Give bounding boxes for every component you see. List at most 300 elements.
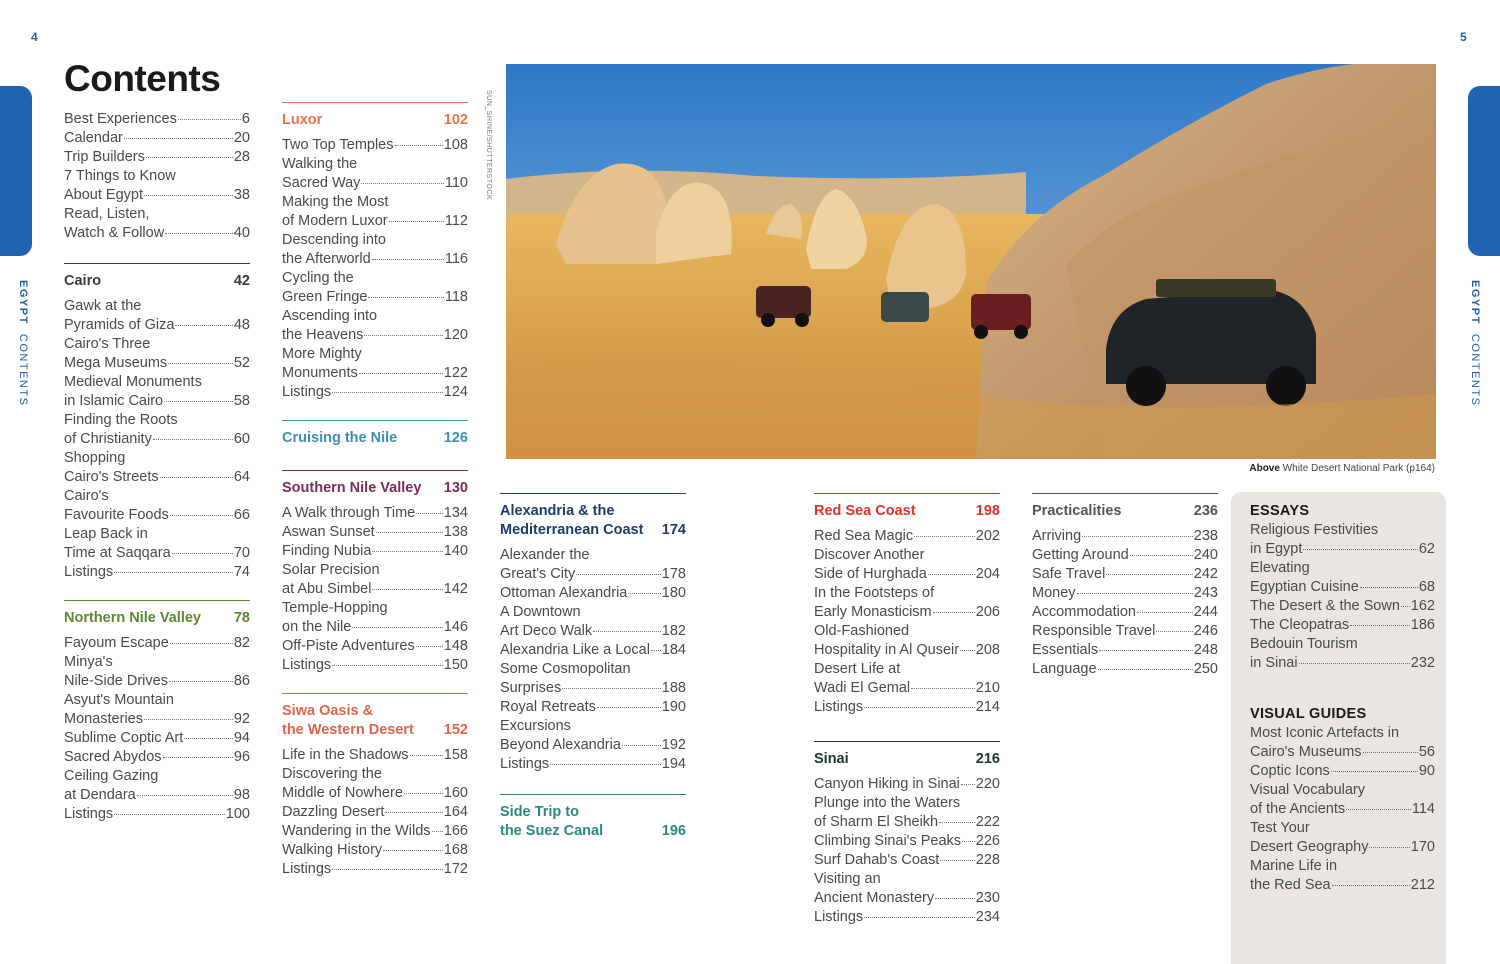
section-name: Alexandria & the Mediterranean Coast [500,503,644,538]
toc-entry-page: 158 [443,747,468,763]
toc-entry-page: 238 [1193,528,1218,544]
toc-entry[interactable] [814,679,1000,698]
toc-entry[interactable] [282,364,468,383]
toc-entry[interactable] [1032,565,1218,584]
toc-entry[interactable] [1032,546,1218,565]
toc-entry-line: Plunge into the Waters [814,795,961,811]
toc-section-practicalities[interactable] [1032,493,1218,679]
toc-entry-page: 40 [233,225,250,241]
toc-entry[interactable] [500,698,686,717]
toc-entry-line: Asyut's Mountain [64,692,174,708]
dot-leader [416,646,443,647]
toc-entry[interactable] [282,580,468,599]
toc-entry-page: 96 [233,749,250,765]
toc-entry[interactable] [1250,838,1435,857]
toc-entry-line: Excursions [500,718,571,734]
toc-entry[interactable] [282,803,468,822]
dot-leader [1106,574,1192,575]
toc-section-northern-nile-valley[interactable] [64,600,250,824]
toc-entry[interactable] [814,603,1000,622]
dot-leader [1331,771,1418,772]
toc-entry[interactable] [64,430,250,449]
toc-entry-page: 160 [443,785,468,801]
toc-section-siwa-oasis[interactable] [282,693,468,879]
dot-leader [114,572,233,573]
dot-leader [1130,555,1193,556]
toc-entry-title: Ottoman Alexandria [500,585,628,601]
dot-leader [911,688,975,689]
toc-entry-line: Ascending into [282,308,378,324]
toc-entry-page: 250 [1193,661,1218,677]
toc-entry[interactable] [64,506,250,525]
section-heading[interactable] [64,600,250,628]
toc-entry-title: Sublime Coptic Art [64,730,184,746]
toc-entry[interactable] [282,860,468,879]
white-desert-photo [506,64,1436,459]
toc-entry-page: 248 [1193,642,1218,658]
dot-leader [168,363,233,364]
toc-section-southern-nile-valley[interactable] [282,470,468,675]
toc-entry[interactable] [64,392,250,411]
dot-leader [332,665,443,666]
toc-entry[interactable] [64,729,250,748]
toc-entry-title: Trip Builders [64,149,145,165]
section-heading[interactable] [282,102,468,130]
toc-entry-title: in Islamic Cairo [64,393,164,409]
dot-leader [124,138,233,139]
toc-entry-title: Side of Hurghada [814,566,927,582]
toc-entry-page: 62 [1418,541,1435,557]
toc-entry-title: Accommodation [1032,604,1136,620]
toc-entry-title: Fayoum Escape [64,635,169,651]
toc-entry-page: 246 [1193,623,1218,639]
toc-entry-page: 82 [233,635,250,651]
toc-entry[interactable] [282,523,468,542]
toc-entry[interactable] [64,544,250,563]
toc-entry[interactable] [1250,800,1435,819]
toc-entry-title: Best Experiences [64,111,177,127]
dot-leader [864,917,975,918]
toc-entry[interactable] [1032,641,1218,660]
dot-leader [395,145,443,146]
toc-entry-page: 230 [975,890,1000,906]
dot-leader [170,643,233,644]
toc-entry-page: 162 [1410,598,1435,614]
toc-entry-title: of Modern Luxor [282,213,388,229]
section-name: Northern Nile Valley [64,610,201,626]
toc-entry[interactable] [282,326,468,345]
toc-entry-page: 206 [975,604,1000,620]
section-page: 42 [233,273,250,289]
section-heading[interactable] [500,794,686,841]
toc-entry-title: Listings [500,756,550,772]
section-heading[interactable] [500,493,686,540]
toc-entry[interactable] [64,316,250,335]
toc-entry-title: Pyramids of Giza [64,317,175,333]
toc-entry[interactable] [1032,527,1218,546]
toc-entry[interactable] [64,354,250,373]
toc-entry-line: Elevating [1250,560,1310,576]
toc-entry-title: The Desert & the Sown [1250,598,1400,614]
toc-column-2 [282,102,468,897]
toc-entry-title: on the Nile [282,619,352,635]
toc-entry-page: 232 [1410,655,1435,671]
section-heading[interactable] [282,420,468,448]
toc-entry-page: 184 [661,642,686,658]
toc-entry[interactable] [814,565,1000,584]
toc-entry[interactable] [500,641,686,660]
dot-leader [622,745,661,746]
section-page: 102 [443,112,468,128]
toc-entry-title: Monuments [282,365,358,381]
dot-leader [364,335,442,336]
toc-entry-title: Listings [814,909,864,925]
toc-entry-title: Calendar [64,130,123,146]
section-name: Siwa Oasis & the Western Desert [282,703,414,738]
toc-entry-line: Cairo's Three [64,336,151,352]
toc-section-suez-canal[interactable] [500,794,686,841]
dot-leader [562,688,661,689]
toc-entry-title: Listings [282,657,332,673]
toc-entry-page: 180 [661,585,686,601]
toc-entry[interactable] [282,136,468,155]
toc-entry[interactable] [500,584,686,603]
right-page-number: 5 [1460,30,1467,44]
toc-entry-page: 108 [443,137,468,153]
dot-leader [372,259,444,260]
dot-leader [352,627,442,628]
toc-entry-line: Visiting an [814,871,881,887]
toc-entry[interactable] [282,746,468,765]
toc-entry[interactable] [1250,654,1435,673]
toc-entry-page: 64 [233,469,250,485]
dot-leader [935,898,975,899]
dot-leader [410,755,443,756]
toc-entry-line: Visual Vocabulary [1250,782,1366,798]
toc-entry-page: 6 [241,111,250,127]
toc-entry-page: 94 [233,730,250,746]
toc-entry-title: Ancient Monastery [814,890,935,906]
toc-section-red-sea-coast[interactable] [814,493,1000,717]
dot-leader [332,392,443,393]
toc-entry[interactable] [500,679,686,698]
toc-entry-page: 172 [443,861,468,877]
toc-entry-title: Great's City [500,566,576,582]
toc-section-cairo[interactable] [64,263,250,582]
dot-leader [160,477,233,478]
toc-entry[interactable] [1250,540,1435,559]
section-page: 174 [661,522,686,538]
dot-leader [651,650,661,651]
toc-entry-title: the Heavens [282,327,364,343]
dot-leader [372,589,442,590]
dot-leader [361,183,443,184]
section-page: 152 [443,722,468,738]
toc-entry-page: 182 [661,623,686,639]
toc-entry[interactable] [282,250,468,269]
toc-entry-title: Dazzling Desert [282,804,385,820]
toc-entry[interactable] [64,805,250,824]
toc-entry[interactable] [282,174,468,193]
toc-entry[interactable] [1032,660,1218,679]
section-heading[interactable] [1032,493,1218,521]
toc-entry[interactable] [814,698,1000,717]
dot-leader [178,119,241,120]
toc-entry-title: Climbing Sinai's Peaks [814,833,962,849]
toc-section-cruising-the-nile[interactable] [282,420,468,448]
toc-entry-title: Surprises [500,680,562,696]
section-heading[interactable] [814,493,1000,521]
toc-entry[interactable] [1032,584,1218,603]
toc-entry-title: the Red Sea [1250,877,1331,893]
dot-leader [1303,549,1417,550]
photo-credit: SUN_SHINE/SHUTTERSTOCK [485,90,492,201]
toc-entry[interactable] [64,110,250,129]
toc-entry-page: 208 [975,642,1000,658]
toc-entry[interactable] [64,129,250,148]
toc-entry-title: in Sinai [1250,655,1298,671]
toc-entry-line: Religious Festivities [1250,522,1379,538]
section-heading[interactable] [282,693,468,740]
toc-entry[interactable] [282,637,468,656]
toc-entry[interactable] [282,383,468,402]
toc-entry-page: 56 [1418,744,1435,760]
toc-entry-page: 166 [443,823,468,839]
toc-entry[interactable] [282,542,468,561]
toc-entry[interactable] [282,288,468,307]
toc-entry[interactable] [64,634,250,653]
toc-entry-title: Watch & Follow [64,225,165,241]
toc-entry-page: 222 [975,814,1000,830]
section-heading[interactable] [814,741,1000,769]
dot-leader [939,822,975,823]
toc-entry[interactable] [1250,616,1435,635]
toc-entry[interactable] [64,672,250,691]
toc-entry[interactable] [814,851,1000,870]
toc-entry-page: 204 [975,566,1000,582]
dot-leader [628,593,660,594]
toc-entry[interactable] [1250,876,1435,895]
dot-leader [576,574,661,575]
dot-leader [184,738,233,739]
toc-entry-title: Cairo's Streets [64,469,159,485]
toc-entry[interactable] [64,748,250,767]
toc-entry-title: Aswan Sunset [282,524,375,540]
toc-column-4 [814,493,1000,945]
toc-entry-page: 212 [1410,877,1435,893]
section-heading[interactable] [64,263,250,291]
toc-entry-title: the Afterworld [282,251,371,267]
toc-entry[interactable] [282,784,468,803]
toc-entry-line: More Mighty [282,346,362,362]
toc-entry-title: Monasteries [64,711,143,727]
toc-entry-page: 66 [233,507,250,523]
toc-entry-page: 98 [233,787,250,803]
toc-entry-line: Cycling the [282,270,354,286]
toc-column-1 [64,110,250,842]
toc-entry-page: 242 [1193,566,1218,582]
toc-entry[interactable] [1250,578,1435,597]
toc-entry[interactable] [500,565,686,584]
toc-entry-line: Descending into [282,232,386,248]
dot-leader [1099,650,1193,651]
toc-entry-title: Canyon Hiking in Sinai [814,776,960,792]
section-name: Practicalities [1032,503,1122,519]
toc-section-alexandria[interactable] [500,493,686,774]
toc-section-luxor[interactable] [282,102,468,402]
toc-entry[interactable] [64,786,250,805]
toc-entry-title: of the Ancients [1250,801,1346,817]
toc-entry-title: Sacred Way [282,175,361,191]
photo-caption: Above White Desert National Park (p164) [1249,463,1435,474]
toc-entry-page: 92 [233,711,250,727]
dot-leader [1077,593,1193,594]
right-side-label: EGYPT CONTENTS [1469,280,1481,407]
section-heading[interactable] [282,470,468,498]
toc-entry[interactable] [814,527,1000,546]
toc-entry-title: Sacred Abydos [64,749,162,765]
toc-entry-title: Desert Geography [1250,839,1369,855]
toc-entry-title: Listings [64,806,114,822]
toc-entry-page: 110 [444,175,468,191]
dot-leader [416,513,443,514]
dot-leader [144,719,233,720]
toc-entry-title: Listings [282,384,332,400]
toc-entry[interactable] [814,832,1000,851]
toc-entry-title: Listings [814,699,864,715]
toc-entry[interactable] [282,841,468,860]
toc-entry-page: 150 [443,657,468,673]
essays-heading: ESSAYS [1250,503,1310,519]
toc-entry-page: 240 [1193,547,1218,563]
toc-section-sinai[interactable] [814,741,1000,927]
dot-leader [137,795,233,796]
toc-entry[interactable] [814,813,1000,832]
toc-entry-page: 210 [975,680,1000,696]
toc-entry-page: 48 [233,317,250,333]
toc-entry-title: Getting Around [1032,547,1129,563]
toc-entry-line: 7 Things to Know [64,168,176,184]
toc-entry[interactable] [64,468,250,487]
dot-leader [372,551,442,552]
toc-entry-page: 226 [975,833,1000,849]
toc-entry-title: The Cleopatras [1250,617,1350,633]
left-side-label: EGYPT CONTENTS [17,280,29,407]
toc-entry[interactable] [282,504,468,523]
toc-entry-page: 114 [1411,801,1435,817]
toc-entry-page: 120 [443,327,468,343]
toc-entry-page: 148 [443,638,468,654]
toc-entry-title: Wadi El Gemal [814,680,911,696]
toc-entry-title: Green Fringe [282,289,368,305]
toc-entry-page: 118 [444,289,468,305]
toc-entry-title: Essentials [1032,642,1099,658]
toc-entry-line: Read, Listen, [64,206,150,222]
toc-entry-title: Two Top Temples [282,137,394,153]
toc-entry[interactable] [1032,603,1218,622]
toc-entry[interactable] [814,889,1000,908]
toc-entry[interactable] [500,736,686,755]
toc-entry-line: Solar Precision [282,562,380,578]
toc-entry-line: Gawk at the [64,298,142,314]
section-name: Cairo [64,273,102,289]
toc-entry-page: 234 [975,909,1000,925]
toc-entry[interactable] [814,775,1000,794]
dot-leader [1156,631,1192,632]
toc-entry-title: Time at Saqqara [64,545,171,561]
dot-leader [163,757,233,758]
toc-entry-page: 74 [233,564,250,580]
toc-entry[interactable] [282,212,468,231]
toc-entry[interactable] [500,622,686,641]
toc-entry[interactable] [282,618,468,637]
toc-entry[interactable] [1032,622,1218,641]
toc-entry-title: Early Monasticism [814,604,932,620]
toc-entry[interactable] [64,710,250,729]
toc-entry-page: 116 [444,251,468,267]
toc-entry-line: In the Footsteps of [814,585,935,601]
toc-entry-title: Mega Museums [64,355,168,371]
toc-entry[interactable] [64,148,250,167]
toc-entry-title: Hospitality in Al Quseir [814,642,960,658]
dot-leader [175,325,232,326]
toc-entry[interactable] [282,822,468,841]
dot-leader [960,650,975,651]
dot-leader [385,812,442,813]
dot-leader [1350,625,1410,626]
section-name: Southern Nile Valley [282,480,422,496]
toc-entry[interactable] [500,755,686,774]
toc-entry-page: 202 [975,528,1000,544]
dot-leader [153,439,233,440]
toc-entry[interactable] [282,656,468,675]
toc-entry[interactable] [64,224,250,243]
left-thumb-tab [0,86,32,256]
toc-entry-title: Listings [282,861,332,877]
toc-entry-title: Favourite Foods [64,507,169,523]
toc-entry-title: Wandering in the Wilds [282,823,431,839]
dot-leader [962,841,975,842]
section-page: 78 [233,610,250,626]
toc-entry-page: 112 [444,213,468,229]
toc-entry[interactable] [64,563,250,582]
toc-entry-page: 220 [975,776,1000,792]
toc-entry-line: Most Iconic Artefacts in [1250,725,1400,741]
dot-leader [164,401,233,402]
toc-entry-page: 138 [443,524,468,540]
toc-entry[interactable] [814,641,1000,660]
toc-entry[interactable] [1250,762,1435,781]
toc-entry[interactable] [1250,597,1435,616]
dot-leader [914,536,975,537]
dot-leader [376,532,443,533]
toc-entry-title: Listings [64,564,114,580]
toc-entry-page: 134 [443,505,468,521]
toc-entry-line: Discovering the [282,766,382,782]
dot-leader [144,195,233,196]
toc-entry[interactable] [1250,743,1435,762]
toc-entry[interactable] [64,186,250,205]
toc-entry-line: Temple-Hopping [282,600,388,616]
left-page-number: 4 [31,30,38,44]
toc-entry-line: Ceiling Gazing [64,768,159,784]
dot-leader [940,860,975,861]
right-thumb-tab [1468,86,1500,256]
toc-entry[interactable] [814,908,1000,927]
dot-leader [1098,669,1193,670]
toc-entry-page: 186 [1410,617,1435,633]
section-page: 216 [975,751,1000,767]
